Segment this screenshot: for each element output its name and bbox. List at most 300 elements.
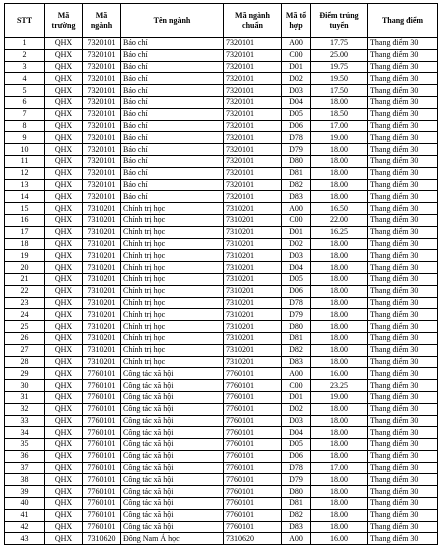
cell-diem-trung-tuyen: 17.50 <box>311 85 368 97</box>
cell-ma-nganh-chuan: 7320101 <box>224 49 282 61</box>
cell-ma-nganh: 7320101 <box>83 191 121 203</box>
cell-ma-nganh: 7310201 <box>83 344 121 356</box>
cell-ma-truong: QHX <box>45 167 83 179</box>
cell-ma-nganh: 7320101 <box>83 38 121 50</box>
cell-ma-nganh-chuan: 7310201 <box>224 226 282 238</box>
cell-ten-nganh: Công tác xã hội <box>121 450 224 462</box>
cell-ma-to-hop: D80 <box>282 486 311 498</box>
cell-ma-to-hop: D81 <box>282 332 311 344</box>
cell-stt: 3 <box>5 61 45 73</box>
cell-diem-trung-tuyen: 18.00 <box>311 96 368 108</box>
cell-ma-nganh: 7320101 <box>83 73 121 85</box>
cell-ten-nganh: Chính trị học <box>121 250 224 262</box>
cell-thang-diem: Thang điểm 30 <box>368 273 438 285</box>
cell-thang-diem: Thang điểm 30 <box>368 486 438 498</box>
table-row <box>5 238 438 250</box>
cell-ma-to-hop: D04 <box>282 262 311 274</box>
cell-ma-nganh-chuan: 7320101 <box>224 191 282 203</box>
cell-ma-to-hop: D05 <box>282 273 311 285</box>
cell-ma-truong: QHX <box>45 521 83 533</box>
cell-stt: 30 <box>5 380 45 392</box>
table-row <box>5 191 438 203</box>
cell-ma-truong: QHX <box>45 309 83 321</box>
table-row <box>5 332 438 344</box>
cell-diem-trung-tuyen: 18.00 <box>311 439 368 451</box>
cell-diem-trung-tuyen: 19.00 <box>311 391 368 403</box>
cell-ma-nganh-chuan: 7320101 <box>224 96 282 108</box>
cell-ma-nganh-chuan: 7320101 <box>224 61 282 73</box>
cell-ma-to-hop: D82 <box>282 179 311 191</box>
cell-ten-nganh: Chính trị học <box>121 238 224 250</box>
cell-ma-truong: QHX <box>45 179 83 191</box>
cell-ma-nganh: 7310201 <box>83 297 121 309</box>
cell-thang-diem: Thang điểm 30 <box>368 309 438 321</box>
cell-thang-diem: Thang điểm 30 <box>368 226 438 238</box>
cell-ma-nganh-chuan: 7320101 <box>224 167 282 179</box>
table-row <box>5 427 438 439</box>
cell-ma-truong: QHX <box>45 332 83 344</box>
cell-thang-diem: Thang điểm 30 <box>368 344 438 356</box>
cell-thang-diem: Thang điểm 30 <box>368 391 438 403</box>
cell-ten-nganh: Báo chí <box>121 120 224 132</box>
table-row <box>5 415 438 427</box>
cell-ma-nganh-chuan: 7310201 <box>224 297 282 309</box>
cell-thang-diem: Thang điểm 30 <box>368 38 438 50</box>
table-row <box>5 533 438 545</box>
cell-ma-nganh-chuan: 7310201 <box>224 273 282 285</box>
cell-ten-nganh: Chính trị học <box>121 321 224 333</box>
cell-ma-nganh-chuan: 7320101 <box>224 132 282 144</box>
cell-ma-truong: QHX <box>45 262 83 274</box>
cell-diem-trung-tuyen: 25.00 <box>311 49 368 61</box>
table-row <box>5 356 438 368</box>
table-row <box>5 297 438 309</box>
cell-ten-nganh: Công tác xã hội <box>121 391 224 403</box>
cell-ma-to-hop: C00 <box>282 49 311 61</box>
cell-ma-truong: QHX <box>45 380 83 392</box>
cell-ma-truong: QHX <box>45 403 83 415</box>
cell-ma-to-hop: D05 <box>282 108 311 120</box>
cell-diem-trung-tuyen: 16.25 <box>311 226 368 238</box>
cell-diem-trung-tuyen: 18.00 <box>311 309 368 321</box>
cell-ma-truong: QHX <box>45 415 83 427</box>
cell-ma-to-hop: D83 <box>282 191 311 203</box>
cell-ma-nganh: 7310620 <box>83 533 121 545</box>
cell-ma-to-hop: D80 <box>282 321 311 333</box>
cell-ma-truong: QHX <box>45 439 83 451</box>
cell-ma-to-hop: D01 <box>282 226 311 238</box>
cell-ma-to-hop: D03 <box>282 85 311 97</box>
cell-stt: 28 <box>5 356 45 368</box>
cell-ma-truong: QHX <box>45 498 83 510</box>
cell-ten-nganh: Công tác xã hội <box>121 368 224 380</box>
cell-stt: 42 <box>5 521 45 533</box>
cell-ma-nganh-chuan: 7310201 <box>224 203 282 215</box>
cell-ten-nganh: Chính trị học <box>121 262 224 274</box>
cell-ma-nganh-chuan: 7760101 <box>224 368 282 380</box>
cell-stt: 4 <box>5 73 45 85</box>
cell-ma-nganh: 7310201 <box>83 356 121 368</box>
cell-ten-nganh: Chính trị học <box>121 285 224 297</box>
cell-stt: 24 <box>5 309 45 321</box>
cell-ma-to-hop: D81 <box>282 498 311 510</box>
cell-thang-diem: Thang điểm 30 <box>368 498 438 510</box>
cell-stt: 14 <box>5 191 45 203</box>
cell-stt: 19 <box>5 250 45 262</box>
cell-diem-trung-tuyen: 18.00 <box>311 403 368 415</box>
cell-ma-nganh: 7760101 <box>83 439 121 451</box>
cell-diem-trung-tuyen: 18.00 <box>311 450 368 462</box>
cell-ten-nganh: Công tác xã hội <box>121 498 224 510</box>
cell-ten-nganh: Công tác xã hội <box>121 521 224 533</box>
cell-ma-truong: QHX <box>45 368 83 380</box>
cell-ten-nganh: Công tác xã hội <box>121 415 224 427</box>
cell-ma-truong: QHX <box>45 96 83 108</box>
cell-ten-nganh: Công tác xã hội <box>121 474 224 486</box>
cell-diem-trung-tuyen: 18.00 <box>311 321 368 333</box>
cell-thang-diem: Thang điểm 30 <box>368 144 438 156</box>
header-ten-nganh: Tên ngành <box>121 4 224 38</box>
cell-stt: 17 <box>5 226 45 238</box>
cell-ma-truong: QHX <box>45 132 83 144</box>
cell-ma-nganh-chuan: 7320101 <box>224 73 282 85</box>
cell-stt: 22 <box>5 285 45 297</box>
cell-ten-nganh: Chính trị học <box>121 226 224 238</box>
cell-ma-nganh: 7320101 <box>83 179 121 191</box>
cell-stt: 37 <box>5 462 45 474</box>
cell-stt: 10 <box>5 144 45 156</box>
table-row <box>5 179 438 191</box>
cell-ma-nganh: 7320101 <box>83 49 121 61</box>
cell-ma-nganh: 7320101 <box>83 167 121 179</box>
cell-diem-trung-tuyen: 23.25 <box>311 380 368 392</box>
cell-ma-nganh: 7760101 <box>83 368 121 380</box>
cell-ten-nganh: Công tác xã hội <box>121 380 224 392</box>
cell-ten-nganh: Báo chí <box>121 85 224 97</box>
cell-diem-trung-tuyen: 17.75 <box>311 38 368 50</box>
cell-diem-trung-tuyen: 18.00 <box>311 474 368 486</box>
table-row <box>5 498 438 510</box>
cell-ten-nganh: Báo chí <box>121 61 224 73</box>
cell-diem-trung-tuyen: 18.00 <box>311 521 368 533</box>
cell-ma-to-hop: D03 <box>282 250 311 262</box>
cell-ma-to-hop: D82 <box>282 509 311 521</box>
cell-diem-trung-tuyen: 16.00 <box>311 533 368 545</box>
cell-ma-nganh-chuan: 7320101 <box>224 120 282 132</box>
cell-ma-nganh: 7760101 <box>83 474 121 486</box>
cell-diem-trung-tuyen: 18.00 <box>311 498 368 510</box>
table-row <box>5 144 438 156</box>
cell-ma-truong: QHX <box>45 462 83 474</box>
cell-ma-nganh: 7760101 <box>83 509 121 521</box>
cell-ma-nganh-chuan: 7310201 <box>224 344 282 356</box>
cell-diem-trung-tuyen: 18.00 <box>311 238 368 250</box>
cell-diem-trung-tuyen: 18.00 <box>311 356 368 368</box>
table-row <box>5 61 438 73</box>
cell-ten-nganh: Báo chí <box>121 96 224 108</box>
cell-ten-nganh: Công tác xã hội <box>121 486 224 498</box>
cell-stt: 27 <box>5 344 45 356</box>
cell-thang-diem: Thang điểm 30 <box>368 262 438 274</box>
cell-ma-nganh: 7760101 <box>83 403 121 415</box>
cell-stt: 16 <box>5 214 45 226</box>
cell-diem-trung-tuyen: 19.50 <box>311 73 368 85</box>
table-row <box>5 262 438 274</box>
cell-thang-diem: Thang điểm 30 <box>368 120 438 132</box>
table-row <box>5 509 438 521</box>
cell-thang-diem: Thang điểm 30 <box>368 167 438 179</box>
cell-thang-diem: Thang điểm 30 <box>368 250 438 262</box>
cell-ma-truong: QHX <box>45 120 83 132</box>
cell-ma-nganh-chuan: 7310201 <box>224 285 282 297</box>
cell-ma-nganh: 7760101 <box>83 521 121 533</box>
cell-ma-truong: QHX <box>45 61 83 73</box>
cell-ten-nganh: Báo chí <box>121 167 224 179</box>
cell-ma-nganh-chuan: 7310201 <box>224 321 282 333</box>
cell-ma-nganh: 7760101 <box>83 450 121 462</box>
cell-ma-nganh-chuan: 7760101 <box>224 439 282 451</box>
cell-diem-trung-tuyen: 18.00 <box>311 191 368 203</box>
table-header <box>5 4 438 38</box>
cell-stt: 6 <box>5 96 45 108</box>
cell-ma-nganh-chuan: 7320101 <box>224 108 282 120</box>
cell-ten-nganh: Đông Nam Á học <box>121 533 224 545</box>
cell-diem-trung-tuyen: 16.00 <box>311 368 368 380</box>
cell-ma-to-hop: A00 <box>282 203 311 215</box>
cell-ma-nganh-chuan: 7320101 <box>224 38 282 50</box>
cell-stt: 1 <box>5 38 45 50</box>
table-row <box>5 321 438 333</box>
cell-ma-nganh-chuan: 7760101 <box>224 403 282 415</box>
cell-ma-truong: QHX <box>45 273 83 285</box>
cell-ten-nganh: Chính trị học <box>121 344 224 356</box>
cell-ten-nganh: Công tác xã hội <box>121 403 224 415</box>
cell-thang-diem: Thang điểm 30 <box>368 427 438 439</box>
cell-ma-truong: QHX <box>45 203 83 215</box>
cell-thang-diem: Thang điểm 30 <box>368 521 438 533</box>
cell-ma-to-hop: D04 <box>282 427 311 439</box>
cell-stt: 12 <box>5 167 45 179</box>
cell-ten-nganh: Chính trị học <box>121 332 224 344</box>
table-row <box>5 250 438 262</box>
cell-ma-to-hop: D83 <box>282 356 311 368</box>
cell-ten-nganh: Chính trị học <box>121 273 224 285</box>
cell-diem-trung-tuyen: 16.50 <box>311 203 368 215</box>
cell-thang-diem: Thang điểm 30 <box>368 450 438 462</box>
cell-stt: 38 <box>5 474 45 486</box>
table-row <box>5 85 438 97</box>
cell-stt: 29 <box>5 368 45 380</box>
cell-thang-diem: Thang điểm 30 <box>368 96 438 108</box>
cell-stt: 43 <box>5 533 45 545</box>
cell-stt: 21 <box>5 273 45 285</box>
cell-ma-truong: QHX <box>45 509 83 521</box>
header-ma-to-hop: Mã tổ hợp <box>282 4 311 38</box>
cell-ma-nganh-chuan: 7310201 <box>224 250 282 262</box>
cell-ma-nganh: 7310201 <box>83 250 121 262</box>
cell-ma-truong: QHX <box>45 108 83 120</box>
cell-ma-truong: QHX <box>45 285 83 297</box>
cell-ma-nganh: 7760101 <box>83 380 121 392</box>
cell-ma-truong: QHX <box>45 38 83 50</box>
cell-ma-nganh-chuan: 7310201 <box>224 356 282 368</box>
cell-ma-to-hop: D78 <box>282 132 311 144</box>
table-row <box>5 403 438 415</box>
cell-diem-trung-tuyen: 18.00 <box>311 285 368 297</box>
table-row <box>5 96 438 108</box>
cell-ma-nganh-chuan: 7320101 <box>224 179 282 191</box>
cell-ten-nganh: Báo chí <box>121 49 224 61</box>
cell-ma-truong: QHX <box>45 250 83 262</box>
cell-ma-to-hop: C00 <box>282 380 311 392</box>
cell-diem-trung-tuyen: 18.00 <box>311 415 368 427</box>
cell-ma-nganh: 7320101 <box>83 96 121 108</box>
table-row <box>5 120 438 132</box>
cell-thang-diem: Thang điểm 30 <box>368 61 438 73</box>
table-row <box>5 368 438 380</box>
table-row <box>5 450 438 462</box>
cell-thang-diem: Thang điểm 30 <box>368 403 438 415</box>
cell-ma-nganh-chuan: 7320101 <box>224 144 282 156</box>
cell-ma-nganh: 7310201 <box>83 262 121 274</box>
cell-diem-trung-tuyen: 17.00 <box>311 120 368 132</box>
cell-ma-nganh: 7320101 <box>83 61 121 73</box>
cell-ma-nganh: 7760101 <box>83 486 121 498</box>
cell-ma-nganh-chuan: 7760101 <box>224 509 282 521</box>
cell-ten-nganh: Báo chí <box>121 38 224 50</box>
cell-ma-nganh-chuan: 7760101 <box>224 450 282 462</box>
cell-ten-nganh: Báo chí <box>121 179 224 191</box>
cell-ma-nganh-chuan: 7760101 <box>224 474 282 486</box>
cell-thang-diem: Thang điểm 30 <box>368 297 438 309</box>
cell-ma-nganh: 7310201 <box>83 238 121 250</box>
cell-ma-nganh-chuan: 7760101 <box>224 415 282 427</box>
cell-ten-nganh: Công tác xã hội <box>121 462 224 474</box>
table-row <box>5 38 438 50</box>
cell-stt: 2 <box>5 49 45 61</box>
cell-diem-trung-tuyen: 18.00 <box>311 179 368 191</box>
cell-thang-diem: Thang điểm 30 <box>368 380 438 392</box>
cell-ma-truong: QHX <box>45 155 83 167</box>
cell-diem-trung-tuyen: 18.00 <box>311 167 368 179</box>
cell-ma-truong: QHX <box>45 321 83 333</box>
cell-diem-trung-tuyen: 18.00 <box>311 144 368 156</box>
table-row <box>5 285 438 297</box>
cell-stt: 26 <box>5 332 45 344</box>
cell-ten-nganh: Chính trị học <box>121 203 224 215</box>
cell-thang-diem: Thang điểm 30 <box>368 238 438 250</box>
header-row <box>5 4 438 38</box>
cell-ma-truong: QHX <box>45 49 83 61</box>
cell-ten-nganh: Chính trị học <box>121 356 224 368</box>
table-row <box>5 486 438 498</box>
cell-diem-trung-tuyen: 18.00 <box>311 344 368 356</box>
cell-stt: 40 <box>5 498 45 510</box>
cell-ten-nganh: Báo chí <box>121 155 224 167</box>
cell-stt: 34 <box>5 427 45 439</box>
cell-ma-to-hop: D83 <box>282 521 311 533</box>
cell-ma-nganh: 7310201 <box>83 321 121 333</box>
cell-ma-nganh-chuan: 7760101 <box>224 462 282 474</box>
cell-ma-to-hop: D05 <box>282 439 311 451</box>
cell-ma-to-hop: D78 <box>282 297 311 309</box>
cell-ma-nganh-chuan: 7320101 <box>224 155 282 167</box>
header-thang-diem: Thang điểm <box>368 4 438 38</box>
cell-ma-nganh-chuan: 7310201 <box>224 309 282 321</box>
table-row <box>5 309 438 321</box>
cell-ma-nganh: 7310201 <box>83 226 121 238</box>
cell-thang-diem: Thang điểm 30 <box>368 356 438 368</box>
cell-ma-truong: QHX <box>45 73 83 85</box>
cell-ma-truong: QHX <box>45 144 83 156</box>
cell-ma-truong: QHX <box>45 356 83 368</box>
cell-diem-trung-tuyen: 19.00 <box>311 132 368 144</box>
cell-ma-to-hop: C00 <box>282 214 311 226</box>
cell-ma-nganh-chuan: 7320101 <box>224 85 282 97</box>
cell-ma-truong: QHX <box>45 226 83 238</box>
cell-diem-trung-tuyen: 18.00 <box>311 262 368 274</box>
cell-ma-truong: QHX <box>45 486 83 498</box>
cell-ma-nganh: 7320101 <box>83 108 121 120</box>
cell-ma-nganh-chuan: 7760101 <box>224 486 282 498</box>
header-ma-nganh-chuan: Mã ngành chuẩn <box>224 4 282 38</box>
cell-ma-to-hop: D06 <box>282 450 311 462</box>
cell-thang-diem: Thang điểm 30 <box>368 321 438 333</box>
cell-diem-trung-tuyen: 17.00 <box>311 462 368 474</box>
header-diem-trung-tuyen: Điểm trúng tuyển <box>311 4 368 38</box>
cell-ma-nganh: 7310201 <box>83 309 121 321</box>
cell-ma-nganh-chuan: 7310620 <box>224 533 282 545</box>
cell-diem-trung-tuyen: 18.00 <box>311 509 368 521</box>
table-row <box>5 49 438 61</box>
cell-stt: 15 <box>5 203 45 215</box>
cell-thang-diem: Thang điểm 30 <box>368 155 438 167</box>
cell-stt: 31 <box>5 391 45 403</box>
cell-thang-diem: Thang điểm 30 <box>368 509 438 521</box>
table-row <box>5 380 438 392</box>
cell-thang-diem: Thang điểm 30 <box>368 132 438 144</box>
table-row <box>5 439 438 451</box>
cell-ma-nganh: 7320101 <box>83 155 121 167</box>
cell-ma-nganh-chuan: 7760101 <box>224 380 282 392</box>
cell-ma-to-hop: D79 <box>282 474 311 486</box>
cell-diem-trung-tuyen: 18.00 <box>311 273 368 285</box>
cell-ten-nganh: Công tác xã hội <box>121 439 224 451</box>
cell-thang-diem: Thang điểm 30 <box>368 85 438 97</box>
cell-stt: 36 <box>5 450 45 462</box>
cell-thang-diem: Thang điểm 30 <box>368 533 438 545</box>
cell-ma-truong: QHX <box>45 191 83 203</box>
cell-ma-truong: QHX <box>45 344 83 356</box>
cell-stt: 25 <box>5 321 45 333</box>
cell-stt: 18 <box>5 238 45 250</box>
cell-ma-to-hop: D03 <box>282 415 311 427</box>
cell-thang-diem: Thang điểm 30 <box>368 474 438 486</box>
cell-ma-nganh-chuan: 7760101 <box>224 391 282 403</box>
cell-ten-nganh: Báo chí <box>121 73 224 85</box>
cell-ma-nganh-chuan: 7310201 <box>224 262 282 274</box>
table-row <box>5 155 438 167</box>
cell-ma-to-hop: D06 <box>282 120 311 132</box>
table-row <box>5 167 438 179</box>
table-row <box>5 391 438 403</box>
cell-thang-diem: Thang điểm 30 <box>368 439 438 451</box>
table-body <box>5 38 438 545</box>
cell-stt: 11 <box>5 155 45 167</box>
cell-ma-nganh: 7310201 <box>83 332 121 344</box>
table-row <box>5 226 438 238</box>
cell-ma-to-hop: D01 <box>282 61 311 73</box>
